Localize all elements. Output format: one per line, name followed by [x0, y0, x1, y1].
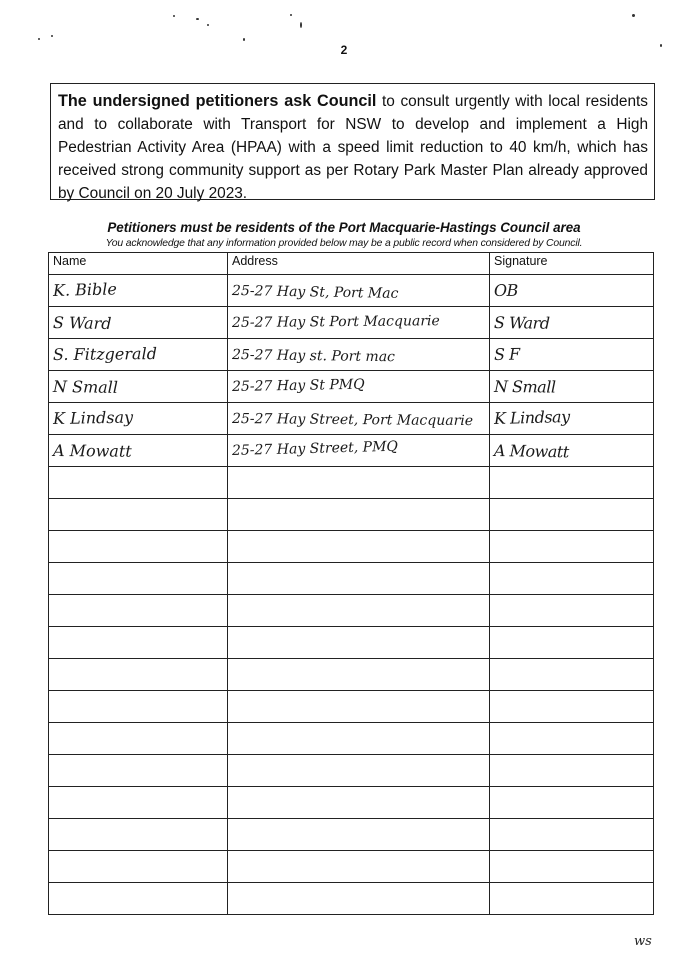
empty-row	[49, 563, 654, 595]
signatory-row	[49, 435, 654, 467]
scan-speck	[243, 38, 245, 41]
name-cell	[49, 819, 228, 851]
signature-cell	[490, 275, 654, 307]
scan-speck	[51, 35, 53, 37]
table-header-row	[49, 253, 654, 275]
empty-row	[49, 819, 654, 851]
public-record-acknowledgement: You acknowledge that any information provided below may be a public record when considered by Council.	[105, 238, 583, 249]
signature-cell	[490, 403, 654, 435]
corner-handwritten-note: ws	[634, 934, 652, 949]
scan-speck	[207, 24, 209, 26]
signature-cell	[490, 659, 654, 691]
empty-row	[49, 467, 654, 499]
signature-cell	[490, 627, 654, 659]
name-cell	[49, 275, 228, 307]
handwritten-signature: K Lindsay	[493, 406, 570, 428]
signature-rows	[49, 275, 654, 915]
name-cell	[49, 595, 228, 627]
handwritten-signature: OB	[493, 280, 518, 300]
handwritten-name: S Ward	[52, 312, 112, 333]
signature-table	[48, 252, 654, 915]
handwritten-address: 25-27 Hay st. Port mac	[231, 346, 396, 365]
handwritten-name: N Small	[52, 376, 119, 397]
handwritten-address: 25-27 Hay Street, PMQ	[231, 438, 399, 459]
signature-cell	[490, 339, 654, 371]
page-number: 2	[340, 43, 348, 57]
scan-speck	[173, 15, 175, 17]
address-cell	[228, 275, 490, 307]
address-cell	[228, 755, 490, 787]
column-header-address: Address	[228, 253, 490, 275]
handwritten-name: K. Bible	[52, 278, 118, 300]
address-cell	[228, 563, 490, 595]
name-cell	[49, 467, 228, 499]
signature-cell	[490, 595, 654, 627]
address-cell	[228, 787, 490, 819]
address-cell	[228, 403, 490, 435]
handwritten-name: A Mowatt	[52, 440, 132, 461]
handwritten-address: 25-27 Hay Street, Port Macquarie	[231, 410, 474, 429]
signature-cell	[490, 819, 654, 851]
signature-cell	[490, 307, 654, 339]
handwritten-signature: N Small	[493, 376, 556, 397]
address-cell	[228, 659, 490, 691]
signature-cell	[490, 883, 654, 915]
empty-row	[49, 499, 654, 531]
empty-row	[49, 755, 654, 787]
signature-cell	[490, 499, 654, 531]
name-cell	[49, 531, 228, 563]
signature-cell	[490, 531, 654, 563]
scan-speck	[300, 22, 302, 28]
address-cell	[228, 723, 490, 755]
name-cell	[49, 563, 228, 595]
scan-speck	[632, 14, 635, 17]
address-cell	[228, 307, 490, 339]
empty-row	[49, 851, 654, 883]
signature-cell	[490, 435, 654, 467]
petition-statement-box	[50, 83, 655, 200]
name-cell	[49, 755, 228, 787]
signature-cell	[490, 371, 654, 403]
column-header-signature: Signature	[490, 253, 654, 275]
petition-request-text: to consult urgently with local residents and to collaborate with Transport for NSW to develop and implement a High Pedestrian Activity Area (HPAA) with a speed limit reduction to 40 km/h, which has received strong community support as per Rotary Park Master Plan already approved by Council on 20 July 2023.	[58, 93, 648, 202]
petition-lead: The undersigned petitioners ask Council	[58, 92, 377, 110]
address-cell	[228, 499, 490, 531]
handwritten-name: K Lindsay	[52, 407, 134, 428]
name-cell	[49, 723, 228, 755]
address-cell	[228, 339, 490, 371]
signatory-row	[49, 275, 654, 307]
name-cell	[49, 371, 228, 403]
scan-speck	[38, 38, 40, 40]
name-cell	[49, 691, 228, 723]
signatory-row	[49, 371, 654, 403]
signatory-row	[49, 403, 654, 435]
signature-cell	[490, 467, 654, 499]
handwritten-signature: S Ward	[493, 312, 550, 333]
empty-row	[49, 627, 654, 659]
signature-cell	[490, 563, 654, 595]
signatory-row	[49, 307, 654, 339]
signature-cell	[490, 691, 654, 723]
address-cell	[228, 883, 490, 915]
signature-cell	[490, 787, 654, 819]
address-cell	[228, 819, 490, 851]
scan-speck	[196, 18, 199, 20]
signature-cell	[490, 851, 654, 883]
address-cell	[228, 691, 490, 723]
address-cell	[228, 371, 490, 403]
address-cell	[228, 531, 490, 563]
address-cell	[228, 851, 490, 883]
signature-cell	[490, 755, 654, 787]
residency-notice: Petitioners must be residents of the Port Macquarie-Hastings Council area	[107, 220, 581, 235]
handwritten-signature: A Mowatt	[493, 440, 569, 461]
name-cell	[49, 627, 228, 659]
scan-speck	[290, 14, 292, 16]
name-cell	[49, 435, 228, 467]
column-header-name: Name	[49, 253, 228, 275]
empty-row	[49, 531, 654, 563]
address-cell	[228, 435, 490, 467]
handwritten-address: 25-27 Hay St Port Macquarie	[231, 312, 440, 331]
handwritten-signature: S F	[493, 344, 520, 364]
empty-row	[49, 883, 654, 915]
handwritten-name: S. Fitzgerald	[52, 343, 157, 364]
handwritten-address: 25-27 Hay St, Port Mac	[231, 282, 399, 302]
address-cell	[228, 467, 490, 499]
handwritten-address: 25-27 Hay St PMQ	[231, 376, 365, 395]
empty-row	[49, 659, 654, 691]
signatory-row	[49, 339, 654, 371]
address-cell	[228, 595, 490, 627]
empty-row	[49, 787, 654, 819]
name-cell	[49, 403, 228, 435]
empty-row	[49, 595, 654, 627]
name-cell	[49, 787, 228, 819]
name-cell	[49, 851, 228, 883]
name-cell	[49, 499, 228, 531]
name-cell	[49, 339, 228, 371]
name-cell	[49, 659, 228, 691]
name-cell	[49, 307, 228, 339]
empty-row	[49, 691, 654, 723]
empty-row	[49, 723, 654, 755]
address-cell	[228, 627, 490, 659]
signature-cell	[490, 723, 654, 755]
name-cell	[49, 883, 228, 915]
